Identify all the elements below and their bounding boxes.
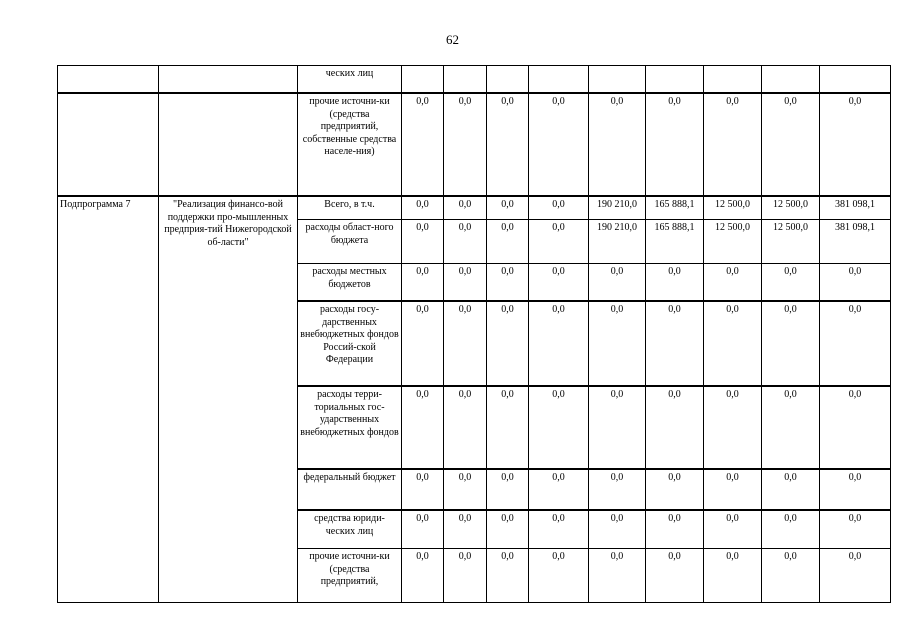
value-cell: 0,0 (402, 196, 444, 220)
value-cell: 0,0 (589, 510, 646, 549)
funding-source-label: ческих лиц (298, 66, 402, 94)
funding-source-label: расходы терри-ториальных гос-ударственных внебюджетных фондов (298, 386, 402, 469)
value-cell: 0,0 (529, 220, 589, 264)
empty-cell (58, 93, 159, 196)
value-cell: 0,0 (529, 386, 589, 469)
value-cell: 0,0 (820, 264, 891, 302)
value-cell: 0,0 (529, 510, 589, 549)
value-cell: 0,0 (487, 196, 529, 220)
value-cell: 0,0 (820, 386, 891, 469)
value-cell: 0,0 (762, 549, 820, 603)
value-cell: 0,0 (820, 301, 891, 386)
value-cell: 190 210,0 (589, 196, 646, 220)
value-cell: 0,0 (402, 469, 444, 510)
value-cell: 0,0 (444, 510, 487, 549)
value-cell: 0,0 (487, 549, 529, 603)
value-cell: 0,0 (762, 93, 820, 196)
value-cell: 0,0 (589, 93, 646, 196)
value-cell: 0,0 (444, 301, 487, 386)
value-cell: 0,0 (704, 510, 762, 549)
funding-source-label: прочие источни-ки (средства предприятий, (298, 549, 402, 603)
value-cell: 0,0 (487, 301, 529, 386)
value-cell: 0,0 (487, 469, 529, 510)
value-cell: 0,0 (402, 93, 444, 196)
value-cell: 0,0 (487, 386, 529, 469)
value-cell: 0,0 (762, 469, 820, 510)
value-cell: 190 210,0 (589, 220, 646, 264)
value-cell: 0,0 (444, 220, 487, 264)
value-cell: 0,0 (589, 549, 646, 603)
funding-source-label: расходы госу-дарственных внебюджетных фондов Россий-ской Федерации (298, 301, 402, 386)
value-cell: 381 098,1 (820, 220, 891, 264)
page-number: 62 (446, 32, 459, 47)
value-cell: 0,0 (444, 264, 487, 302)
value-cell: 0,0 (820, 469, 891, 510)
table-row (58, 196, 891, 220)
value-cell: 0,0 (529, 196, 589, 220)
value-cell: 0,0 (402, 220, 444, 264)
funding-source-label: Всего, в т.ч. (298, 196, 402, 220)
value-cell: 0,0 (487, 264, 529, 302)
value-cell: 0,0 (402, 264, 444, 302)
value-cell: 0,0 (762, 510, 820, 549)
value-cell: 0,0 (704, 301, 762, 386)
value-cell: 165 888,1 (646, 220, 704, 264)
value-cell: 12 500,0 (762, 196, 820, 220)
value-cell: 0,0 (444, 93, 487, 196)
value-cell: 0,0 (402, 510, 444, 549)
value-cell: 12 500,0 (704, 196, 762, 220)
empty-cell (159, 93, 298, 196)
value-cell: 0,0 (704, 386, 762, 469)
funding-source-label: расходы местных бюджетов (298, 264, 402, 302)
value-cell: 0,0 (704, 264, 762, 302)
value-cell: 0,0 (444, 549, 487, 603)
value-cell: 0,0 (704, 469, 762, 510)
funding-source-label: расходы област-ного бюджета (298, 220, 402, 264)
value-cell: 0,0 (762, 301, 820, 386)
value-cell: 0,0 (646, 386, 704, 469)
value-cell: 0,0 (402, 386, 444, 469)
value-cell: 0,0 (646, 469, 704, 510)
value-cell: 0,0 (589, 386, 646, 469)
value-cell: 0,0 (529, 549, 589, 603)
value-cell: 0,0 (402, 549, 444, 603)
value-cell: 0,0 (646, 93, 704, 196)
value-cell: 0,0 (820, 549, 891, 603)
subprogram-code: Подпрограмма 7 (58, 196, 159, 603)
value-cell: 0,0 (704, 93, 762, 196)
value-cell: 0,0 (589, 264, 646, 302)
budget-table (57, 65, 891, 603)
value-cell: 0,0 (529, 301, 589, 386)
value-cell: 0,0 (444, 386, 487, 469)
value-cell: 0,0 (762, 264, 820, 302)
table-row (58, 66, 891, 94)
value-cell: 0,0 (589, 469, 646, 510)
value-cell: 0,0 (444, 469, 487, 510)
value-cell: 0,0 (762, 386, 820, 469)
value-cell: 12 500,0 (762, 220, 820, 264)
value-cell: 0,0 (646, 264, 704, 302)
value-cell: 0,0 (487, 220, 529, 264)
value-cell: 0,0 (589, 301, 646, 386)
table-row (58, 93, 891, 196)
value-cell: 0,0 (646, 510, 704, 549)
empty-cell (159, 66, 298, 94)
value-cell: 0,0 (529, 264, 589, 302)
funding-source-label: прочие источни-ки (средства предприятий, собственные средства населе-ния) (298, 93, 402, 196)
value-cell: 0,0 (402, 301, 444, 386)
value-cell: 0,0 (704, 549, 762, 603)
empty-cell (58, 66, 159, 94)
value-cell: 0,0 (529, 93, 589, 196)
value-cell: 0,0 (487, 93, 529, 196)
value-cell: 12 500,0 (704, 220, 762, 264)
value-cell: 0,0 (820, 93, 891, 196)
funding-source-label: федеральный бюджет (298, 469, 402, 510)
value-cell: 381 098,1 (820, 196, 891, 220)
value-cell: 165 888,1 (646, 196, 704, 220)
value-cell: 0,0 (487, 510, 529, 549)
value-cell: 0,0 (444, 196, 487, 220)
value-cell: 0,0 (646, 301, 704, 386)
value-cell: 0,0 (529, 469, 589, 510)
value-cell: 0,0 (646, 549, 704, 603)
subprogram-name: "Реализация финансо-вой поддержки про-мышленных предприя-тий Нижегородской об-ласти" (159, 196, 298, 603)
funding-source-label: средства юриди-ческих лиц (298, 510, 402, 549)
value-cell: 0,0 (820, 510, 891, 549)
